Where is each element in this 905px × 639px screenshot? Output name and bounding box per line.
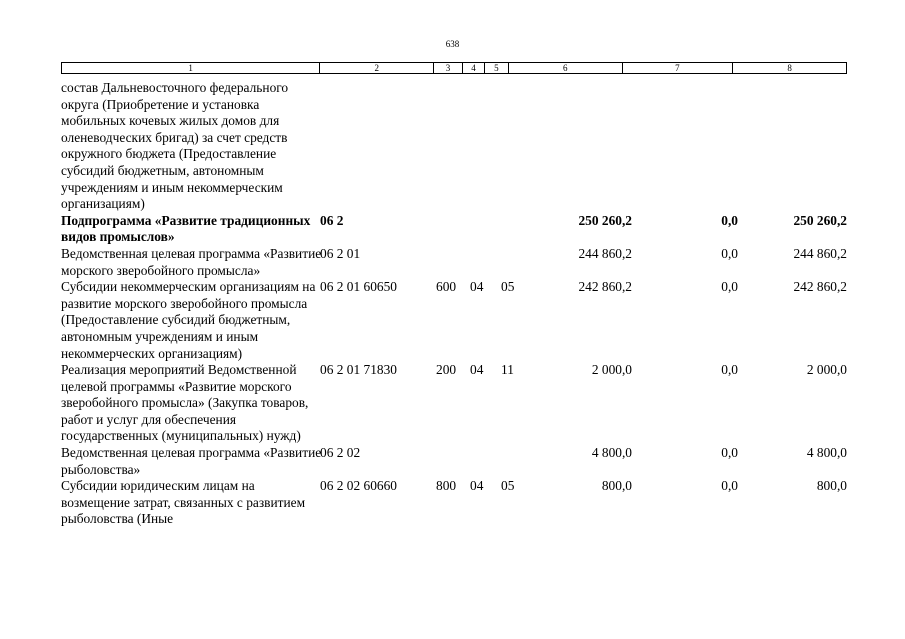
row-description: состав Дальневосточного федерального округа (Приобретение и установка мобильных кочевых жилых домов для оленеводческих бригад) за счет средств окружного бюджета (Предоставление субсидий бюджетным, автономным учреждениям и иным некоммерческим организациям) bbox=[61, 80, 289, 212]
amount-total: 244 860,2 bbox=[578, 245, 632, 261]
row-description: Реализация мероприятий Ведомственной целевой программы «Развитие морского зверобойного промысла» (Закупка товаров, работ и услуг для обеспечения государственных (муниципальных) нужд) bbox=[61, 362, 309, 444]
column-number-4: 4 bbox=[463, 63, 485, 73]
table-row bbox=[61, 362, 847, 445]
section-code: 04 bbox=[470, 279, 484, 295]
column-number-5: 5 bbox=[485, 63, 509, 73]
expense-type-code: 200 bbox=[436, 362, 457, 378]
column-number-3: 3 bbox=[434, 63, 463, 73]
page-number: 638 bbox=[445, 39, 460, 49]
subsection-code: 05 bbox=[501, 279, 515, 295]
amount-total: 800,0 bbox=[601, 478, 632, 494]
column-number-6: 6 bbox=[509, 63, 623, 73]
section-code: 04 bbox=[470, 478, 484, 494]
table-row bbox=[61, 445, 847, 478]
row-description: Субсидии юридическим лицам на возмещение затрат, связанных с развитием рыболовства (Иные bbox=[61, 478, 306, 527]
row-description: Ведомственная целевая программа «Развитие рыболовства» bbox=[61, 445, 322, 477]
target-article-code: 06 2 02 bbox=[320, 445, 361, 461]
column-number-1: 1 bbox=[62, 63, 320, 73]
amount-regional: 242 860,2 bbox=[793, 279, 847, 295]
amount-regional: 244 860,2 bbox=[793, 245, 847, 261]
amount-regional: 800,0 bbox=[816, 478, 847, 494]
subsection-code: 11 bbox=[501, 362, 514, 378]
target-article-code: 06 2 02 60660 bbox=[320, 478, 397, 494]
table-row bbox=[61, 246, 847, 279]
amount-regional: 4 800,0 bbox=[806, 445, 847, 461]
target-article-code: 06 2 bbox=[320, 212, 344, 228]
table-row bbox=[61, 80, 847, 213]
amount-total: 242 860,2 bbox=[578, 279, 632, 295]
row-description: Подпрограмма «Развитие традиционных видов промыслов» bbox=[61, 212, 311, 245]
amount-federal: 0,0 bbox=[721, 478, 738, 494]
column-number-7: 7 bbox=[623, 63, 734, 73]
amount-federal: 0,0 bbox=[721, 279, 738, 295]
row-description: Ведомственная целевая программа «Развитие морского зверобойного промысла» bbox=[61, 245, 322, 278]
column-number-8: 8 bbox=[787, 63, 792, 73]
target-article-code: 06 2 01 71830 bbox=[320, 362, 397, 378]
section-code: 04 bbox=[470, 362, 484, 378]
expense-type-code: 800 bbox=[436, 478, 457, 494]
column-number-header bbox=[61, 62, 847, 74]
amount-total: 2 000,0 bbox=[591, 362, 632, 378]
amount-regional: 250 260,2 bbox=[793, 212, 847, 228]
amount-federal: 0,0 bbox=[721, 212, 738, 228]
subsection-code: 05 bbox=[501, 478, 515, 494]
expense-type-code: 600 bbox=[436, 279, 457, 295]
amount-regional: 2 000,0 bbox=[806, 362, 847, 378]
amount-federal: 0,0 bbox=[721, 362, 738, 378]
amount-total: 250 260,2 bbox=[578, 212, 632, 228]
column-number-2: 2 bbox=[320, 63, 434, 73]
row-description: Субсидии некоммерческим организациям на развитие морского зверобойного промысла (Предоставление субсидий бюджетным, автономным учреждениям и иным некоммерческих организациям) bbox=[61, 279, 316, 361]
amount-federal: 0,0 bbox=[721, 245, 738, 261]
table-row bbox=[61, 279, 847, 362]
table-row bbox=[61, 478, 847, 528]
target-article-code: 06 2 01 60650 bbox=[320, 279, 397, 295]
amount-total: 4 800,0 bbox=[591, 445, 632, 461]
target-article-code: 06 2 01 bbox=[320, 245, 361, 261]
table-row bbox=[61, 213, 847, 246]
amount-federal: 0,0 bbox=[721, 445, 738, 461]
budget-table-body bbox=[61, 80, 847, 528]
